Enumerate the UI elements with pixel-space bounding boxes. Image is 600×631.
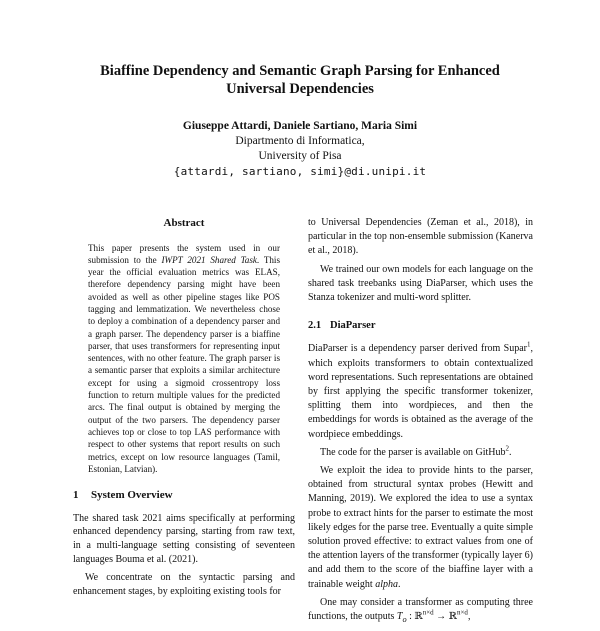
paragraph-models: We trained our own models for each language on the shared task treebanks using DiaParser, which uses the Stanza tokenizer and multi-word splitter. bbox=[308, 263, 533, 304]
diaparser-paragraph-1 bbox=[308, 342, 533, 441]
diaparser-p3-end: . bbox=[397, 578, 401, 590]
section-1-heading bbox=[73, 489, 295, 503]
subsection-number: 2.1 bbox=[308, 320, 322, 332]
section-1-paragraph-2: We concentrate on the syntactic parsing and enhancement stages, by exploiting existing tools for bbox=[73, 571, 295, 597]
subsection-heading bbox=[308, 319, 533, 333]
diaparser-p2-text: The code for the parser is available on GitHub bbox=[320, 446, 506, 458]
math-codomain-exponent: n×d bbox=[456, 608, 468, 617]
math-domain-exponent: n×d bbox=[422, 608, 434, 617]
math-domain: : ℝ bbox=[406, 611, 423, 623]
title-line-1: Biaffine Dependency and Semantic Graph Parsing for Enhanced bbox=[100, 63, 500, 79]
abstract-task-name: IWPT 2021 Shared Task bbox=[161, 254, 257, 265]
section-1-title: System Overview bbox=[91, 489, 173, 502]
right-column bbox=[308, 216, 533, 631]
diaparser-p4-text: One may consider a transformer as computing three functions, the outputs bbox=[308, 596, 533, 623]
diaparser-paragraph-2 bbox=[308, 446, 533, 460]
transformer-output-symbol: T bbox=[396, 611, 403, 623]
author-department: Dipartmento di Informatica, bbox=[235, 135, 365, 147]
diaparser-p2-end: . bbox=[509, 446, 512, 458]
title-line-2: Universal Dependencies bbox=[226, 81, 374, 97]
diaparser-p1-text: DiaParser is a dependency parser derived from Supar bbox=[308, 343, 527, 355]
alpha-variable: alpha bbox=[375, 578, 398, 590]
left-column bbox=[73, 217, 295, 602]
math-codomain: → ℝ bbox=[433, 611, 457, 623]
section-1-paragraph-1: The shared task 2021 aims specifically at performing enhanced dependency parsing, starting from raw text, in a multi-language setting consisting of seventeen languages Bouma et al. (2021). bbox=[73, 512, 295, 566]
abstract-text-rest: . This year the official evaluation metrics was ELAS, therefore dependency parsing might have been avoided as well as other pipeline stages like POS tagging and lemmatization. We nevertheless chose to deploy a combination of a dependency parser and a graph parser. The dependency parser is a biaffine parser, that uses transformers for representing input sentences, with no other feature. The graph parser is a semantic parser that exploits a similar architecture except for using a sigmoid crossentropy loss function to return multiple values for the predicted arcs. The final output is obtained by merging the output of the two parsers. The dependency parser achieves top or close to top LAS performance with respect to other systems that report results on such metrics, except on low resource languages (Tamil, Estonian, Latvian). bbox=[88, 254, 280, 474]
math-comma: , bbox=[467, 611, 471, 623]
diaparser-p3-text: We exploit the idea to provide hints to the parser, obtained from structural syntax probes (Hewitt and Manning, 2019). We explored the idea to use a syntax probe to extract hints for the parser to estimate the most likely edges for the parse tree. Eventually a quite simple solution proved effective: to extract values from one of the attention layers of the transformer (typically layer 6) and add them to the score of the biaffine layer with a trainable weight bbox=[308, 465, 533, 590]
abstract-text-start: This paper presents the system used in our submission to the bbox=[88, 242, 280, 265]
section-1-number: 1 bbox=[73, 489, 79, 502]
abstract-text bbox=[73, 242, 295, 476]
author-names: Giuseppe Attardi, Daniele Sartiano, Maria Simi bbox=[182, 120, 418, 132]
subsection-title: DiaParser bbox=[330, 320, 376, 332]
paragraph-continuation: to Universal Dependencies (Zeman et al., 2018), in particular in the top non-ensemble submission (Kanerva et al., 2018). bbox=[308, 217, 533, 257]
footnote-marker-1: 1 bbox=[527, 341, 531, 350]
diaparser-paragraph-4 bbox=[308, 596, 533, 627]
abstract-heading: Abstract bbox=[163, 217, 205, 229]
footnote-marker-2: 2 bbox=[505, 444, 509, 453]
transformer-output-subscript: o bbox=[402, 615, 407, 625]
author-block bbox=[60, 119, 540, 179]
diaparser-p1-rest: , which exploits transformers to obtain contextualized word representations. Such representations are obtained by first applying the specific transformer tokenizer, splitting them into wordpieces, and then the embeddings for words is obtained as the average of the wordpiece embeddings. bbox=[308, 343, 533, 440]
author-email: {attardi, sartiano, simi}@di.unipi.it bbox=[173, 165, 427, 178]
author-university: University of Pisa bbox=[258, 150, 342, 162]
paper-title bbox=[60, 62, 540, 98]
diaparser-paragraph-3 bbox=[308, 464, 533, 592]
